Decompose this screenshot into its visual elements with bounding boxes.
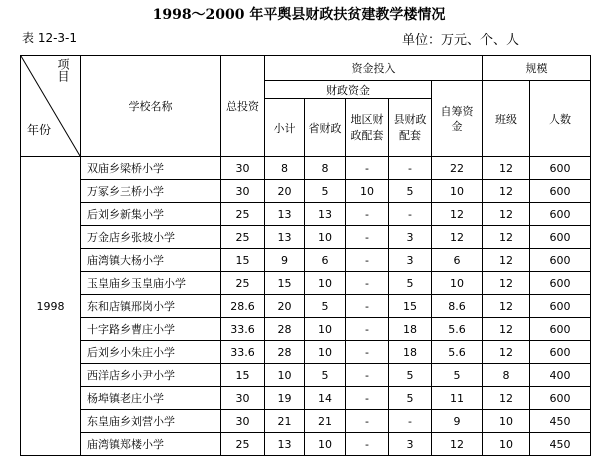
county-cell: 18 xyxy=(389,341,432,364)
diag-bottom-label: 年份 xyxy=(27,123,52,137)
province-cell: 8 xyxy=(305,157,346,180)
school-name-cell: 东和店镇邢岗小学 xyxy=(81,295,221,318)
region-cell: - xyxy=(346,364,389,387)
people-cell: 600 xyxy=(530,272,591,295)
school-name-cell: 庙湾镇郑楼小学 xyxy=(81,433,221,456)
self-cell: 5.6 xyxy=(432,318,483,341)
people-cell: 400 xyxy=(530,364,591,387)
self-cell: 9 xyxy=(432,410,483,433)
county-cell: - xyxy=(389,410,432,433)
classes-cell: 12 xyxy=(483,249,530,272)
classes-cell: 12 xyxy=(483,203,530,226)
classes-cell: 12 xyxy=(483,318,530,341)
region-cell: 10 xyxy=(346,180,389,203)
self-cell: 12 xyxy=(432,203,483,226)
region-cell: - xyxy=(346,295,389,318)
school-name-cell: 后刘乡小朱庄小学 xyxy=(81,341,221,364)
total-cell: 30 xyxy=(221,387,265,410)
people-cell: 600 xyxy=(530,157,591,180)
self-cell: 6 xyxy=(432,249,483,272)
county-cell: 5 xyxy=(389,387,432,410)
table-body xyxy=(21,157,591,456)
table-row xyxy=(21,295,591,318)
classes-cell: 10 xyxy=(483,433,530,456)
school-name-cell: 万冢乡三桥小学 xyxy=(81,180,221,203)
header-self: 自筹资金 xyxy=(432,81,483,157)
subtotal-cell: 28 xyxy=(265,318,305,341)
county-cell: 5 xyxy=(389,364,432,387)
page-title: 1998～2000 年平舆县财政扶贫建教学楼情况 xyxy=(152,7,446,23)
subtotal-cell: 21 xyxy=(265,410,305,433)
subtotal-cell: 10 xyxy=(265,364,305,387)
header-funds: 资金投入 xyxy=(265,56,483,81)
table-row xyxy=(21,433,591,456)
table-row xyxy=(21,341,591,364)
county-cell: - xyxy=(389,203,432,226)
subtotal-cell: 20 xyxy=(265,295,305,318)
county-cell: 3 xyxy=(389,249,432,272)
table-row xyxy=(21,180,591,203)
table-row xyxy=(21,249,591,272)
classes-cell: 8 xyxy=(483,364,530,387)
school-name-cell: 杨埠镇老庄小学 xyxy=(81,387,221,410)
header-people: 人数 xyxy=(530,81,591,157)
subtotal-cell: 19 xyxy=(265,387,305,410)
subtotal-cell: 13 xyxy=(265,203,305,226)
self-cell: 10 xyxy=(432,272,483,295)
table-row xyxy=(21,157,591,180)
region-cell: - xyxy=(346,387,389,410)
county-cell: 5 xyxy=(389,180,432,203)
total-cell: 30 xyxy=(221,180,265,203)
people-cell: 450 xyxy=(530,433,591,456)
county-cell: 15 xyxy=(389,295,432,318)
header-scale: 规模 xyxy=(483,56,591,81)
school-name-cell: 万金店乡张坡小学 xyxy=(81,226,221,249)
classes-cell: 12 xyxy=(483,272,530,295)
header-finance: 财政资金 xyxy=(265,81,432,99)
header-classes: 班级 xyxy=(483,81,530,157)
region-cell: - xyxy=(346,410,389,433)
region-cell: - xyxy=(346,272,389,295)
total-cell: 25 xyxy=(221,433,265,456)
self-cell: 10 xyxy=(432,180,483,203)
people-cell: 600 xyxy=(530,341,591,364)
province-cell: 10 xyxy=(305,226,346,249)
school-name-cell: 西洋店乡小尹小学 xyxy=(81,364,221,387)
province-cell: 10 xyxy=(305,341,346,364)
table-row xyxy=(21,203,591,226)
province-cell: 5 xyxy=(305,180,346,203)
header-province: 省财政 xyxy=(305,99,346,157)
total-cell: 28.6 xyxy=(221,295,265,318)
region-cell: - xyxy=(346,203,389,226)
self-cell: 12 xyxy=(432,226,483,249)
total-cell: 15 xyxy=(221,364,265,387)
subtotal-cell: 28 xyxy=(265,341,305,364)
total-cell: 33.6 xyxy=(221,318,265,341)
self-cell: 12 xyxy=(432,433,483,456)
self-cell: 8.6 xyxy=(432,295,483,318)
table-row xyxy=(21,410,591,433)
header-school: 学校名称 xyxy=(81,56,221,157)
school-name-cell: 玉皇庙乡玉皇庙小学 xyxy=(81,272,221,295)
total-cell: 30 xyxy=(221,157,265,180)
province-cell: 10 xyxy=(305,433,346,456)
header-subtotal: 小计 xyxy=(265,99,305,157)
people-cell: 600 xyxy=(530,203,591,226)
self-cell: 11 xyxy=(432,387,483,410)
header-total: 总投资 xyxy=(221,56,265,157)
year-cell: 1998 xyxy=(21,157,81,456)
region-cell: - xyxy=(346,157,389,180)
province-cell: 13 xyxy=(305,203,346,226)
diag-top-label: 项目 xyxy=(56,58,70,82)
diagonal-header-cell xyxy=(21,56,81,157)
subtotal-cell: 15 xyxy=(265,272,305,295)
county-cell: 18 xyxy=(389,318,432,341)
self-cell: 22 xyxy=(432,157,483,180)
subtotal-cell: 20 xyxy=(265,180,305,203)
people-cell: 600 xyxy=(530,226,591,249)
data-table xyxy=(20,55,591,456)
total-cell: 33.6 xyxy=(221,341,265,364)
header-region: 地区财政配套 xyxy=(346,99,389,157)
region-cell: - xyxy=(346,341,389,364)
classes-cell: 12 xyxy=(483,295,530,318)
table-row xyxy=(21,387,591,410)
table-number: 表 12-3-1 xyxy=(22,31,78,45)
self-cell: 5.6 xyxy=(432,341,483,364)
county-cell: 3 xyxy=(389,226,432,249)
classes-cell: 12 xyxy=(483,157,530,180)
classes-cell: 10 xyxy=(483,410,530,433)
subtotal-cell: 13 xyxy=(265,433,305,456)
school-name-cell: 十字路乡曹庄小学 xyxy=(81,318,221,341)
province-cell: 6 xyxy=(305,249,346,272)
province-cell: 5 xyxy=(305,295,346,318)
total-cell: 25 xyxy=(221,272,265,295)
classes-cell: 12 xyxy=(483,387,530,410)
total-cell: 25 xyxy=(221,203,265,226)
county-cell: 3 xyxy=(389,433,432,456)
table-row xyxy=(21,318,591,341)
region-cell: - xyxy=(346,226,389,249)
classes-cell: 12 xyxy=(483,226,530,249)
region-cell: - xyxy=(346,249,389,272)
subtotal-cell: 13 xyxy=(265,226,305,249)
table-row xyxy=(21,364,591,387)
school-name-cell: 后刘乡新集小学 xyxy=(81,203,221,226)
subtotal-cell: 9 xyxy=(265,249,305,272)
county-cell: - xyxy=(389,157,432,180)
table-row xyxy=(21,226,591,249)
header-county: 县财政配套 xyxy=(389,99,432,157)
total-cell: 25 xyxy=(221,226,265,249)
province-cell: 14 xyxy=(305,387,346,410)
classes-cell: 12 xyxy=(483,341,530,364)
province-cell: 10 xyxy=(305,318,346,341)
people-cell: 600 xyxy=(530,295,591,318)
total-cell: 15 xyxy=(221,249,265,272)
province-cell: 5 xyxy=(305,364,346,387)
school-name-cell: 庙湾镇大杨小学 xyxy=(81,249,221,272)
county-cell: 5 xyxy=(389,272,432,295)
province-cell: 10 xyxy=(305,272,346,295)
classes-cell: 12 xyxy=(483,180,530,203)
table-row xyxy=(21,272,591,295)
province-cell: 21 xyxy=(305,410,346,433)
people-cell: 600 xyxy=(530,318,591,341)
self-cell: 5 xyxy=(432,364,483,387)
subtotal-cell: 8 xyxy=(265,157,305,180)
region-cell: - xyxy=(346,318,389,341)
units-label: 单位：万元、个、人 xyxy=(402,33,520,48)
school-name-cell: 东皇庙乡刘营小学 xyxy=(81,410,221,433)
total-cell: 30 xyxy=(221,410,265,433)
school-name-cell: 双庙乡梁桥小学 xyxy=(81,157,221,180)
region-cell: - xyxy=(346,433,389,456)
people-cell: 600 xyxy=(530,249,591,272)
people-cell: 600 xyxy=(530,387,591,410)
people-cell: 600 xyxy=(530,180,591,203)
people-cell: 450 xyxy=(530,410,591,433)
